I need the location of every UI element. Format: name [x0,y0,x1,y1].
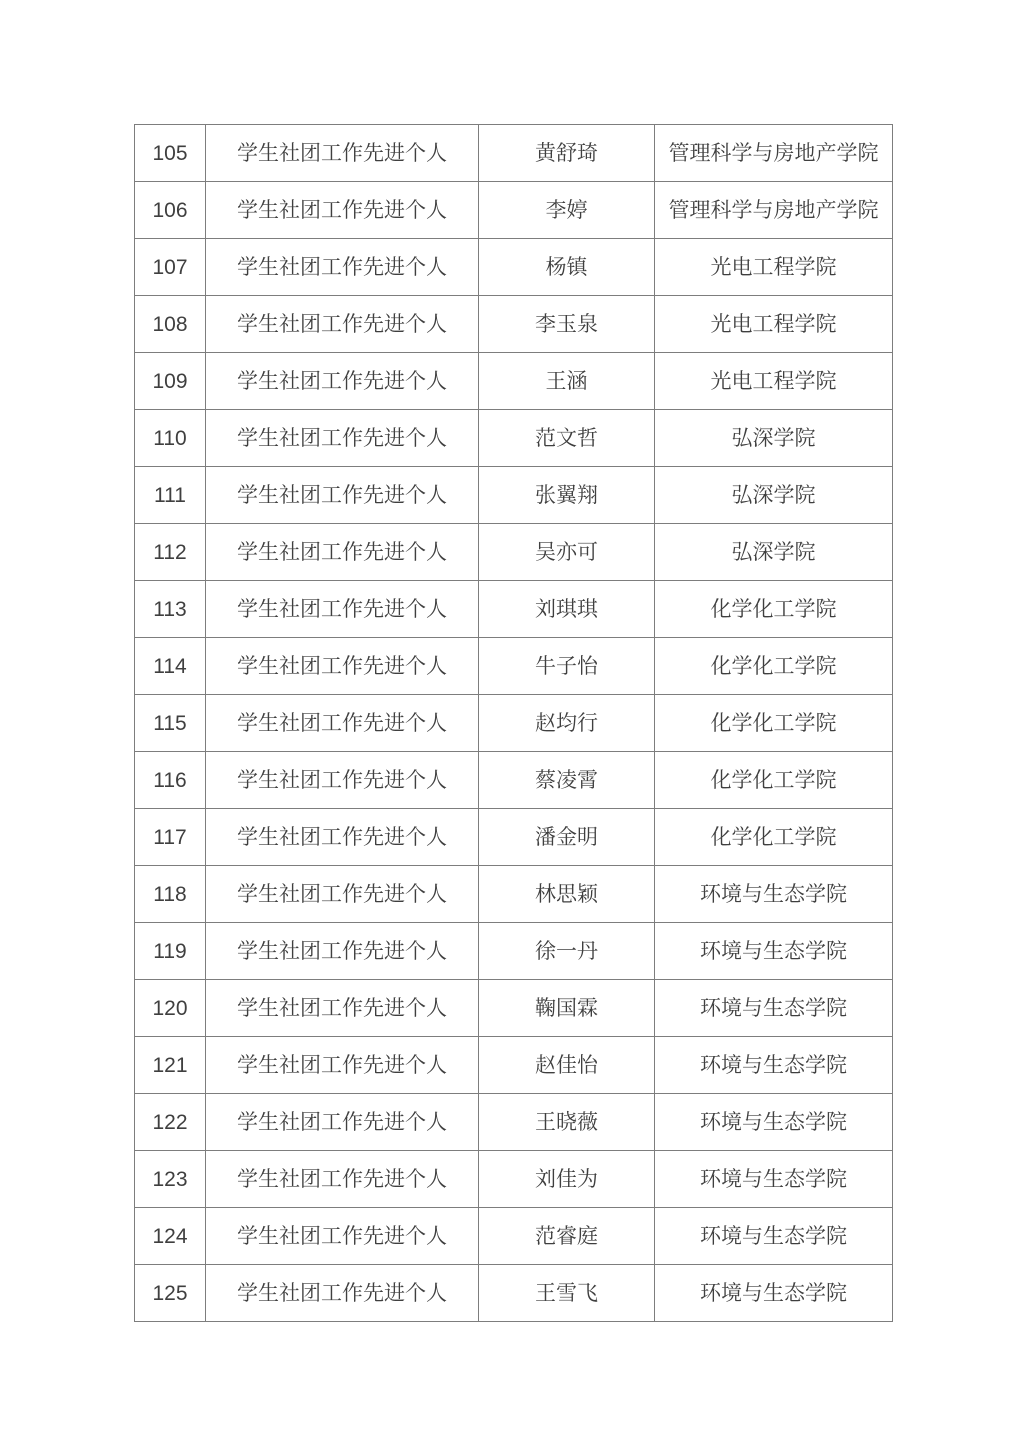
award-title-cell: 学生社团工作先进个人 [206,239,479,296]
award-title-cell: 学生社团工作先进个人 [206,1094,479,1151]
college-name-cell: 环境与生态学院 [655,1151,893,1208]
student-name-cell: 蔡凌霄 [479,752,655,809]
college-name-cell: 环境与生态学院 [655,1208,893,1265]
college-name-cell: 环境与生态学院 [655,923,893,980]
table-row [135,1151,893,1208]
award-title-cell: 学生社团工作先进个人 [206,638,479,695]
table-row [135,638,893,695]
table-row [135,1094,893,1151]
table-row [135,1037,893,1094]
table-row [135,182,893,239]
table-row [135,125,893,182]
college-name-cell: 环境与生态学院 [655,980,893,1037]
row-number-cell: 116 [135,752,206,809]
table-row [135,353,893,410]
row-number-cell: 111 [135,467,206,524]
table-row [135,1208,893,1265]
table-row [135,296,893,353]
student-name-cell: 张翼翔 [479,467,655,524]
college-name-cell: 环境与生态学院 [655,1094,893,1151]
row-number-cell: 106 [135,182,206,239]
college-name-cell: 化学化工学院 [655,809,893,866]
award-title-cell: 学生社团工作先进个人 [206,524,479,581]
award-title-cell: 学生社团工作先进个人 [206,923,479,980]
college-name-cell: 化学化工学院 [655,752,893,809]
student-name-cell: 李婷 [479,182,655,239]
college-name-cell: 管理科学与房地产学院 [655,182,893,239]
row-number-cell: 108 [135,296,206,353]
college-name-cell: 弘深学院 [655,524,893,581]
student-name-cell: 鞠国霖 [479,980,655,1037]
college-name-cell: 弘深学院 [655,467,893,524]
row-number-cell: 117 [135,809,206,866]
college-name-cell: 弘深学院 [655,410,893,467]
award-title-cell: 学生社团工作先进个人 [206,695,479,752]
table-row [135,866,893,923]
award-title-cell: 学生社团工作先进个人 [206,296,479,353]
student-name-cell: 潘金明 [479,809,655,866]
college-name-cell: 管理科学与房地产学院 [655,125,893,182]
student-name-cell: 刘佳为 [479,1151,655,1208]
row-number-cell: 110 [135,410,206,467]
student-name-cell: 牛子怡 [479,638,655,695]
college-name-cell: 化学化工学院 [655,581,893,638]
student-name-cell: 赵均行 [479,695,655,752]
student-name-cell: 刘琪琪 [479,581,655,638]
student-name-cell: 王晓薇 [479,1094,655,1151]
awards-table-body [135,125,893,1322]
award-title-cell: 学生社团工作先进个人 [206,1151,479,1208]
award-title-cell: 学生社团工作先进个人 [206,809,479,866]
award-title-cell: 学生社团工作先进个人 [206,866,479,923]
table-row [135,1265,893,1322]
student-name-cell: 吴亦可 [479,524,655,581]
row-number-cell: 114 [135,638,206,695]
student-name-cell: 杨镇 [479,239,655,296]
table-row [135,239,893,296]
row-number-cell: 125 [135,1265,206,1322]
row-number-cell: 121 [135,1037,206,1094]
table-row [135,524,893,581]
college-name-cell: 光电工程学院 [655,353,893,410]
row-number-cell: 120 [135,980,206,1037]
table-row [135,467,893,524]
row-number-cell: 112 [135,524,206,581]
table-row [135,581,893,638]
award-title-cell: 学生社团工作先进个人 [206,1265,479,1322]
award-title-cell: 学生社团工作先进个人 [206,182,479,239]
student-name-cell: 赵佳怡 [479,1037,655,1094]
row-number-cell: 105 [135,125,206,182]
row-number-cell: 113 [135,581,206,638]
college-name-cell: 化学化工学院 [655,695,893,752]
award-title-cell: 学生社团工作先进个人 [206,467,479,524]
row-number-cell: 118 [135,866,206,923]
row-number-cell: 115 [135,695,206,752]
table-row [135,410,893,467]
award-title-cell: 学生社团工作先进个人 [206,353,479,410]
award-title-cell: 学生社团工作先进个人 [206,125,479,182]
college-name-cell: 环境与生态学院 [655,1265,893,1322]
award-title-cell: 学生社团工作先进个人 [206,410,479,467]
table-row [135,923,893,980]
award-title-cell: 学生社团工作先进个人 [206,1037,479,1094]
row-number-cell: 119 [135,923,206,980]
row-number-cell: 123 [135,1151,206,1208]
table-row [135,809,893,866]
student-name-cell: 范睿庭 [479,1208,655,1265]
college-name-cell: 环境与生态学院 [655,1037,893,1094]
award-title-cell: 学生社团工作先进个人 [206,752,479,809]
student-name-cell: 李玉泉 [479,296,655,353]
award-title-cell: 学生社团工作先进个人 [206,980,479,1037]
awards-table [134,124,893,1322]
student-name-cell: 范文哲 [479,410,655,467]
row-number-cell: 109 [135,353,206,410]
student-name-cell: 林思颖 [479,866,655,923]
student-name-cell: 徐一丹 [479,923,655,980]
table-row [135,752,893,809]
table-row [135,980,893,1037]
table-row [135,695,893,752]
row-number-cell: 124 [135,1208,206,1265]
college-name-cell: 光电工程学院 [655,296,893,353]
college-name-cell: 环境与生态学院 [655,866,893,923]
row-number-cell: 122 [135,1094,206,1151]
student-name-cell: 黄舒琦 [479,125,655,182]
student-name-cell: 王雪飞 [479,1265,655,1322]
award-title-cell: 学生社团工作先进个人 [206,581,479,638]
student-name-cell: 王涵 [479,353,655,410]
college-name-cell: 化学化工学院 [655,638,893,695]
row-number-cell: 107 [135,239,206,296]
award-title-cell: 学生社团工作先进个人 [206,1208,479,1265]
college-name-cell: 光电工程学院 [655,239,893,296]
